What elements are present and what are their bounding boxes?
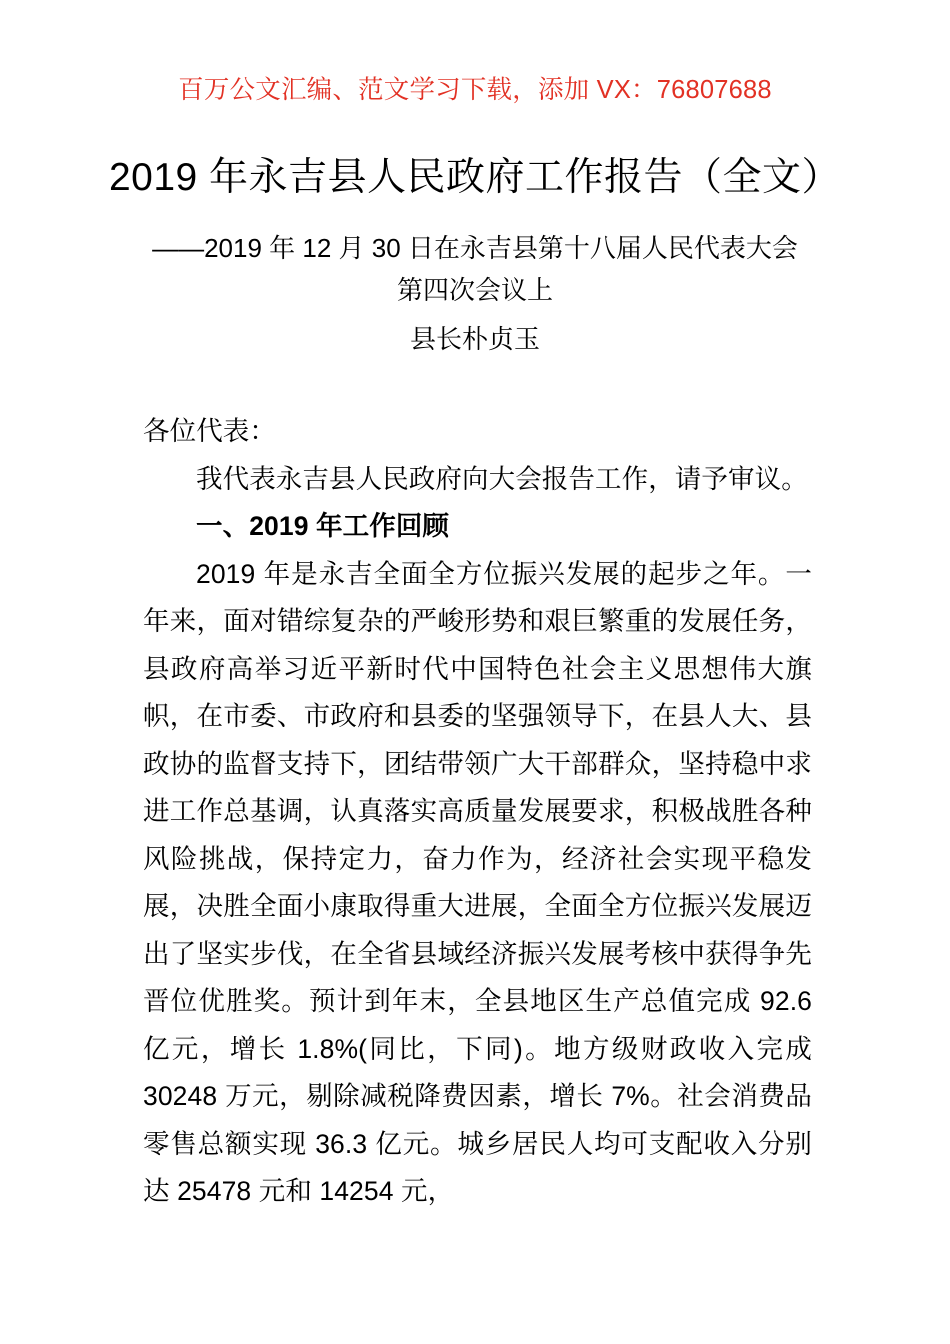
promo-header-bar [0, 0, 950, 104]
document-body [0, 408, 950, 1216]
document-byline: 县长朴贞玉 [409, 323, 540, 354]
document-subtitle: ——2019 年 12 月 30 日在永吉县第十八届人民代表大会第四次会议上 [152, 232, 798, 305]
opening-paragraph: 我代表永吉县人民政府向大会报告工作，请予审议。 [196, 463, 808, 494]
promo-header-text: 百万公文汇编、范文学习下载，添加 VX：76807688 [178, 76, 772, 104]
section-heading-2019-review: 一、2019 年工作回顾 [196, 511, 450, 542]
review-body-paragraph: 2019 年是永吉全面全方位振兴发展的起步之年。一年来，面对错综复杂的严峻形势和艰巨繁重的发展任务，县政府高举习近平新时代中国特色社会主义思想伟大旗帜，在市委、市政府和县委的坚强领导下，在县人大、县政协的监督支持下，团结带领广大干部群众，坚持稳中求进工作总基调，认真落实高质量发展要求，积极战胜各种风险挑战，保持定力，奋力作为，经济社会实现平稳发展，决胜全面小康取得重大进展，全面全方位振兴发展迈出了坚实步伐，在全省县域经济振兴发展考核中获得争先晋位优胜奖。预计到年末，全县地区生产总值完成 92.6 亿元，增长 1.8%(同比，下同)。地方级财政收入完成 30248 万元，剔除减税降费因素，增长 7%。社会消费品零售总额实现 36.3 亿元。城乡居民人均可支配收入分别达 25478 元和 14254 元， [143, 558, 812, 1207]
salutation-paragraph: 各位代表： [143, 416, 276, 447]
page-title: 2019 年永吉县人民政府工作报告（全文） [108, 155, 842, 199]
